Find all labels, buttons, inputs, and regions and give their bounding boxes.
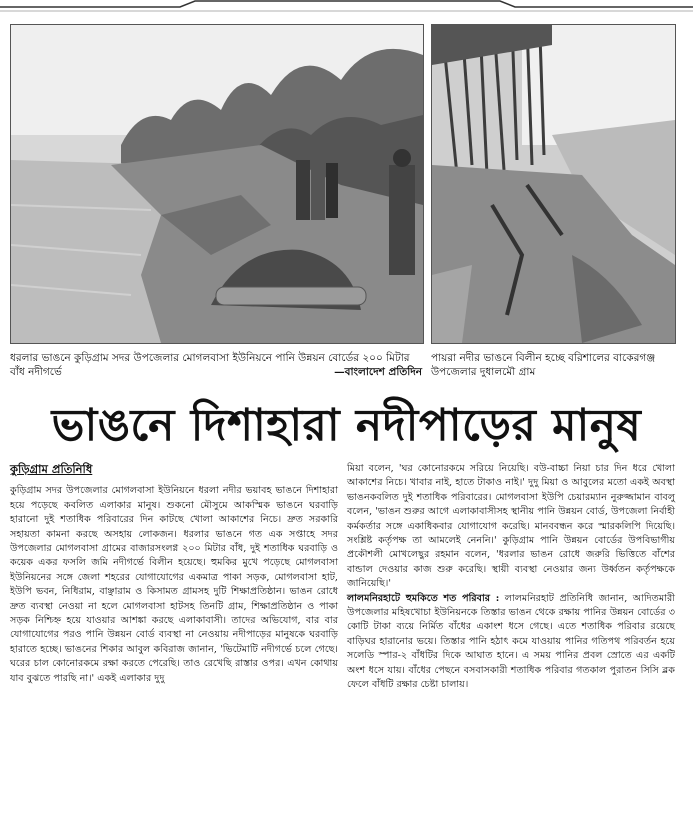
lalmonirhat-text: লালমনিরহাট প্রতিনিধি জানান, আদিতমারী উপজেলার মহিষখোচা ইউনিয়নকে তিস্তার ভাঙন থেকে রক্ষায় পানির উন্নয়ন বোর্ডের ৩ কোটি টাকা ব্যয়ে নির্মিত বাঁধের একাংশ ধসে গেছে। এতে শতাধিক পরিবার রয়েছে বাড়িঘর হারানোর ভয়ে। তিস্তার পানি হঠাৎ কমে যাওয়ায় পানির গতিপথ পরিবর্তন হয়ে সলেডি স্পার-২ বাঁধটির দিকে আঘাত হানে। এ সময় পানির প্রবল স্রোতে এর একটি অংশ ধসে যায়। বাঁধের পেছনে বসবাসকারী শতাধিক পরিবার গতকাল পুরাতন সিসি ব্লক ফেলে বাঁধটি রক্ষার চেষ্টা চালায়। xyxy=(347,592,675,691)
photo-credit: —বাংলাদেশ প্রতিদিন xyxy=(334,366,422,378)
byline: কুড়িগ্রাম প্রতিনিধি xyxy=(10,462,93,476)
photo-riverbank-erosion xyxy=(10,24,424,344)
article-column-2 xyxy=(347,462,675,693)
right-photo-caption xyxy=(431,351,674,379)
headline: ভাঙনে দিশাহারা নদীপাড়ের মানুষ xyxy=(51,400,642,451)
article-paragraph: মিয়া বলেন, 'ঘর কোনোরকমে সরিয়ে নিয়েছি। বউ-বাচ্চা নিয়া চার দিন ধরে খোলা আকাশের নিচে। খাবার নাই, হাতে টাকাও নাই।' দুদু মিয়া ও আবুলের মতো একই অবস্থা ভাঙনকবলিত দুই শতাধিক পরিবারের। মোগলবাসা ইউপি চেয়ারম্যান নুরুজ্জামান বাবলু বলেন, 'ভাঙন শুরুর আগে এলাকাবাসীসহ স্থানীয় পানি উন্নয়ন বোর্ড, উপজেলা নির্বাহী কর্মকর্তার সঙ্গে একাধিকবার যোগাযোগ করেছি। মানববন্ধন করে স্মারকলিপি দিয়েছি। সংশ্লিষ্ট কর্তৃপক্ষ তা আমলেই নেননি।' কুড়িগ্রাম পানি উন্নয়ন বোর্ডের উপবিভাগীয় প্রকৌশলী মোখলেছুর রহমান বলেন, 'ধরলার ভাঙন রোধে জরুরি ভিত্তিতে বাঁশের বান্ডাল দেওয়ার কাজ শুরু করেছি। স্থায়ী ব্যবস্থা নেওয়ার জন্য উর্ধ্বতন কর্তৃপক্ষকে জানিয়েছি।' xyxy=(347,463,675,590)
article-paragraph: কুড়িগ্রাম সদর উপজেলার মোগলবাসা ইউনিয়নে ধরলা নদীর ভয়াবহ ভাঙনে দিশাহারা হয়ে পড়েছে কবলিত এলাকার মানুষ। শুকনো মৌসুমে আকস্মিক ভাঙনে ঘরবাড়ি হারানো দুই শতাধিক পরিবারের দিন কাটছে খোলা আকাশের নিচে। দ্রুত সরকারি সহায়তা কামনা করছে অসহায় লোকজন। ধরলার ভাঙনে গত এক সপ্তাহে সদর উপজেলার মোগলবাসা গ্রামের বাজারসংলগ্ন ২০০ মিটার বাঁধ, দুই শতাধিক ঘরবাড়ি ও কয়েক একর ফসলি জমি নদীগর্ভে বিলীন হয়েছে। হুমকির মুখে পড়েছে মোগলবাসা ইউনিয়নের সঙ্গে জেলা শহরের যোগাযোগের একমাত্র পাকা সড়ক, মোগলবাসা হাট, ইউপি ভবন, নিধিরাম, বাঞ্ছারাম ও কিসামত গ্রামসহ দুটি শিক্ষাপ্রতিষ্ঠান। ভাঙন রোধে দ্রুত ব্যবস্থা নেওয়া না হলে মোগলবাসা হাটসহ তিনটি গ্রাম, শিক্ষাপ্রতিষ্ঠান ও পাকা সড়ক নিশ্চিহ্ন হয়ে যাওয়ার আশঙ্কা করছে এলাকাবাসী। তাদের অভিযোগ, বার বার যোগাযোগের পরও পানি উন্নয়ন বোর্ড ব্যবস্থা না নেওয়ায় নদীপাড়ের মানুষকে ঘরবাড়ি হারাতে হচ্ছে। ভাঙনের শিকার আবুল কবিরাজ জানান, 'ভিটেমাটি নদীগর্ভে চলে গেছে। ঘরের চাল কোনোরকমে রক্ষা করতে পেরেছি। তাও রেখেছি রাস্তার ওপর। এখন কোথায় যাব বুঝতে পারছি না।' একই এলাকার দুদু xyxy=(10,485,338,684)
subheading-lalmonirhat: লালমনিরহাটে হুমকিতে শত পরিবার : xyxy=(347,592,500,604)
article-column-1 xyxy=(10,462,338,686)
left-caption-text: ধরলার ভাঙনে কুড়িগ্রাম সদর উপজেলার মোগলবাসা ইউনিয়নে পানি উন্নয়ন বোর্ডের ২০০ মিটার বাঁধ নদীগর্ভে xyxy=(10,352,410,378)
right-caption-text: পায়রা নদীর ভাঙনে বিলীন হচ্ছে বরিশালের বাকেরগঞ্জ উপজেলার দুধালমৌ গ্রাম xyxy=(431,352,656,378)
article-paragraph xyxy=(347,592,675,693)
left-photo-caption xyxy=(10,351,422,379)
top-frame-decoration xyxy=(0,0,693,14)
photo-payra-river-bank xyxy=(431,24,676,344)
